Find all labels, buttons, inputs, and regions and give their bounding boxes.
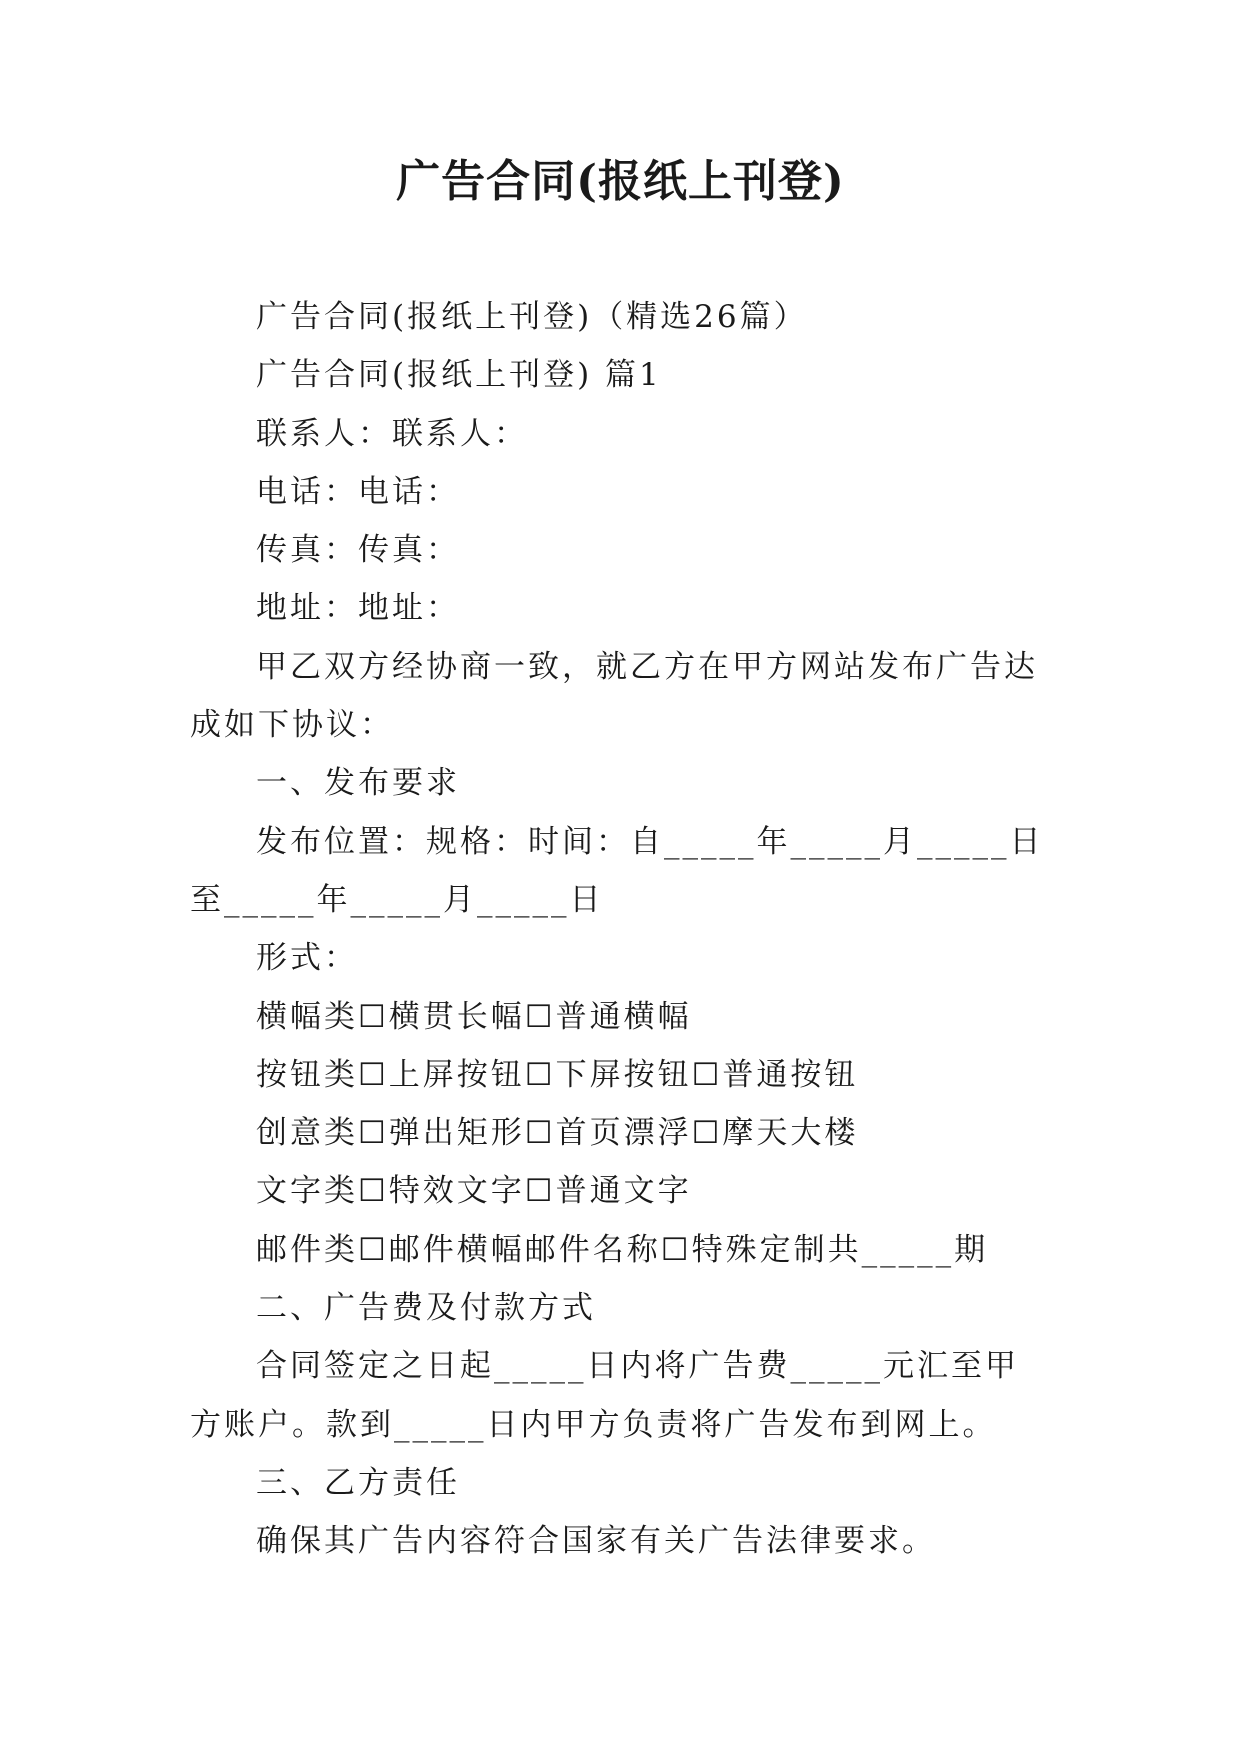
paragraph-subtitle: 广告合同(报纸上刊登)（精选26篇） [256,299,808,335]
paragraph-fax: 传真：传真： [256,532,460,569]
paragraph-heading-fees: 二、广告费及付款方式 [256,1290,596,1327]
paragraph-contact: 联系人：联系人： [256,415,528,452]
paragraph-text-type: 文字类☐特效文字☐普通文字 [256,1173,692,1210]
paragraph-creative-type: 创意类☐弹出矩形☐首页漂浮☐摩天大楼 [256,1115,859,1152]
paragraph-email-type: 邮件类☐邮件横幅邮件名称☐特殊定制共_____期 [256,1231,989,1268]
paragraph-section-heading: 广告合同(报纸上刊登) 篇1 [256,357,662,394]
paragraph-payment: 合同签定之日起_____日内将广告费_____元汇至甲方账户。款到_____日内甲方负责将广告发布到网上。 [190,1348,1019,1443]
paragraph-publish-position: 发布位置：规格：时间：自_____年_____月_____日至_____年_____月_____日 [190,823,1044,918]
paragraph-compliance: 确保其广告内容符合国家有关广告法律要求。 [256,1523,936,1560]
paragraph-form: 形式： [256,940,358,977]
document-title: 广告合同(报纸上刊登) [396,156,845,207]
paragraph-heading-requirements: 一、发布要求 [256,765,460,802]
paragraph-address: 地址：地址： [256,590,460,627]
paragraph-banner-type: 横幅类☐横贯长幅☐普通横幅 [256,998,692,1035]
document-body [190,288,1049,1571]
paragraph-button-type: 按钮类☐上屏按钮☐下屏按钮☐普通按钮 [256,1056,859,1093]
paragraph-heading-responsibility: 三、乙方责任 [256,1464,460,1501]
paragraph-agreement: 甲乙双方经协商一致，就乙方在甲方网站发布广告达成如下协议： [190,648,1038,744]
paragraph-phone: 电话：电话： [256,473,460,510]
